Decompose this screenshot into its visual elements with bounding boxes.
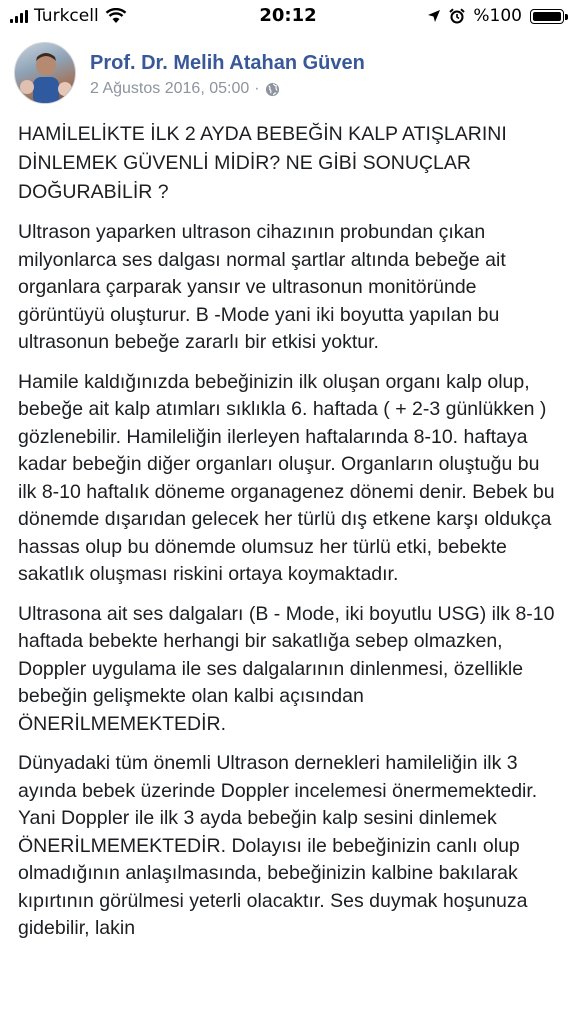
globe-icon — [265, 82, 280, 97]
carrier-name: Turkcell — [34, 6, 99, 26]
post-paragraph-4: Dünyadaki tüm önemli Ultrason dernekleri hamileliğin ilk 3 ayında bebek üzerinde Doppler incelemesi önermemektedir. Yani Doppler ile ilk 3 ayda bebeğin kalp sesini dinlemek ÖNERİLMEMEKTEDİR. Dolayısı ile bebeğinizin canlı olup olmadığının anlaşılmasında, bebeğinizin kalbine bakılarak kıpırtının görülmesi yeterli olacaktır. Ses duymak hoşunuza gidebilir, lakin — [18, 752, 538, 939]
post-body — [18, 120, 562, 955]
post-date[interactable]: 2 Ağustos 2016, 05:00 — [90, 80, 250, 97]
alarm-icon — [449, 8, 465, 24]
avatar[interactable] — [14, 42, 76, 104]
status-bar — [0, 0, 576, 32]
post-paragraph-2: Hamile kaldığınızda bebeğinizin ilk oluşan organı kalp olup, bebeğe ait kalp atımları sıklıkla 6. haftada ( + 2-3 günlükken ) gözlenebilir. Hamileliğin ilerleyen haftalarında 8-10. haftaya kadar bebeğin diğer organları oluşur. Organların oluştuğu bu ilk 8-10 haftalık döneme organagenez dönemi denir. Bebek bu dönemde dışarıdan gelecek her türlü dış etkene karşı oldukça hassas olup bu dönemde olumsuz her türlü etki, bebekte sakatlık oluşması riskini ortaya koymaktadır. — [18, 370, 555, 585]
avatar-photo-icon — [15, 43, 76, 104]
battery-icon — [530, 9, 564, 24]
location-icon — [427, 9, 441, 23]
post-meta — [90, 80, 280, 98]
post-header — [14, 42, 564, 106]
post-paragraph-1: Ultrason yaparken ultrason cihazının probundan çıkan milyonlarca ses dalgası normal şartlar altında bebeğe ait organlara çarparak yansır ve ultrasonun monitöründe görüntüyü oluşturur. B -Mode yani iki boyutta yapılan bu ultrasonun bebeğe zararlı bir etkisi yoktur. — [18, 221, 506, 353]
battery-percent: %100 — [473, 6, 522, 26]
post-heading: HAMİLELİKTE İLK 2 AYDA BEBEĞİN KALP ATIŞLARINI DİNLEMEK GÜVENLİ MİDİR? NE GİBİ SONUÇLAR DOĞURABİLİR ? — [18, 123, 507, 203]
meta-separator: · — [254, 80, 260, 97]
status-right — [427, 6, 564, 26]
author-name[interactable]: Prof. Dr. Melih Atahan Güven — [90, 52, 365, 74]
clock: 20:12 — [259, 5, 317, 26]
battery-fill — [533, 12, 561, 21]
post-paragraph-3: Ultrasona ait ses dalgaları (B - Mode, iki boyutlu USG) ilk 8-10 haftada bebekte herhangi bir sakatlığa sebep olmazken, Doppler uygulama ile ses dalgalarının dinlenmesi, özellikle bebeğin gelişmekte olan kalbi açısından ÖNERİLMEMEKTEDİR. — [18, 602, 555, 735]
